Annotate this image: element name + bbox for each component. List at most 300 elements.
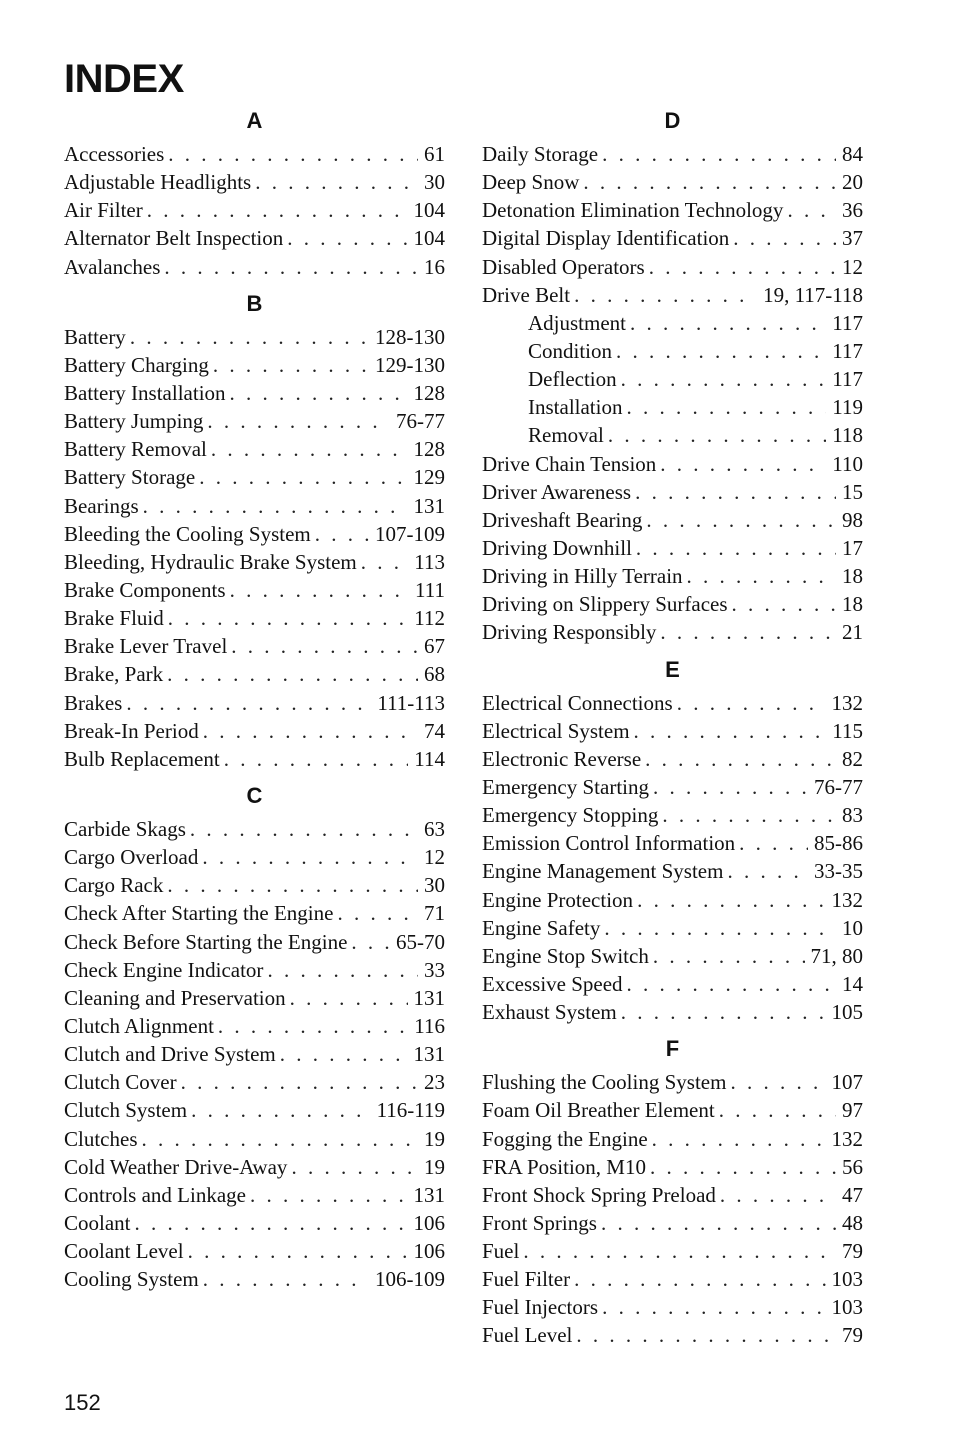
dot-leader bbox=[315, 520, 369, 548]
entry-pages: 76-77 bbox=[396, 409, 445, 434]
entry-term: Detonation Elimination Technology bbox=[482, 198, 784, 223]
dot-leader bbox=[645, 745, 836, 773]
entry-pages: 132 bbox=[831, 1126, 863, 1151]
entry-term: Battery Jumping bbox=[64, 409, 204, 434]
dot-leader bbox=[203, 1265, 369, 1293]
dot-leader bbox=[191, 1096, 370, 1124]
entry-term: Deflection bbox=[528, 367, 617, 392]
entry-term: Deep Snow bbox=[482, 170, 580, 195]
entry-term: Disabled Operators bbox=[482, 254, 645, 279]
entry-pages: 37 bbox=[842, 226, 863, 251]
index-entry bbox=[482, 745, 863, 773]
dot-leader bbox=[135, 1209, 408, 1237]
dot-leader bbox=[211, 435, 408, 463]
dot-leader bbox=[351, 928, 390, 956]
entry-pages: 117 bbox=[832, 367, 863, 392]
entry-term: Front Shock Spring Preload bbox=[482, 1182, 716, 1207]
index-section bbox=[64, 104, 445, 281]
entry-pages: 98 bbox=[842, 507, 863, 532]
entry-term: Engine Safety bbox=[482, 915, 601, 940]
entry-pages: 36 bbox=[842, 198, 863, 223]
entry-term: Clutch and Drive System bbox=[64, 1042, 276, 1067]
entry-term: Driving Responsibly bbox=[482, 620, 657, 645]
dot-leader bbox=[604, 914, 836, 942]
dot-leader bbox=[207, 407, 390, 435]
dot-leader bbox=[626, 393, 826, 421]
dot-leader bbox=[143, 492, 408, 520]
dot-leader bbox=[231, 632, 418, 660]
index-entry bbox=[482, 1293, 863, 1321]
index-entry bbox=[64, 843, 445, 871]
index-entry bbox=[64, 1125, 445, 1153]
entry-pages: 76-77 bbox=[814, 774, 863, 799]
entry-pages: 107 bbox=[831, 1070, 863, 1095]
entry-pages: 106 bbox=[413, 1210, 445, 1235]
dot-leader bbox=[621, 998, 826, 1026]
dot-leader bbox=[660, 450, 826, 478]
dot-leader bbox=[636, 534, 836, 562]
entry-pages: 47 bbox=[842, 1182, 863, 1207]
entry-term: Cargo Rack bbox=[64, 873, 164, 898]
dot-leader bbox=[142, 1125, 419, 1153]
dot-leader bbox=[677, 689, 826, 717]
index-entry bbox=[64, 1209, 445, 1237]
dot-leader bbox=[719, 1096, 836, 1124]
entry-pages: 18 bbox=[842, 592, 863, 617]
dot-leader bbox=[168, 604, 409, 632]
entry-term: Clutch Alignment bbox=[64, 1013, 214, 1038]
entry-pages: 128-130 bbox=[375, 324, 445, 349]
index-subentry bbox=[482, 365, 863, 393]
index-entry bbox=[482, 450, 863, 478]
dot-leader bbox=[167, 871, 418, 899]
dot-leader bbox=[601, 1209, 836, 1237]
entry-pages: 19, 117-118 bbox=[763, 282, 863, 307]
entry-pages: 129-130 bbox=[375, 352, 445, 377]
index-entry bbox=[64, 1012, 445, 1040]
entry-pages: 106 bbox=[413, 1239, 445, 1264]
index-entry bbox=[64, 604, 445, 632]
entry-pages: 30 bbox=[424, 873, 445, 898]
entry-term: Electronic Reverse bbox=[482, 746, 642, 771]
index-section bbox=[64, 779, 445, 1293]
entry-pages: 63 bbox=[424, 816, 445, 841]
entry-pages: 131 bbox=[413, 1042, 445, 1067]
entry-pages: 17 bbox=[842, 535, 863, 560]
dot-leader bbox=[649, 253, 836, 281]
index-entry bbox=[64, 492, 445, 520]
dot-leader bbox=[635, 478, 836, 506]
index-section bbox=[482, 104, 863, 647]
dot-leader bbox=[602, 140, 836, 168]
dot-leader bbox=[583, 168, 836, 196]
entry-term: Battery Installation bbox=[64, 380, 226, 405]
dot-leader bbox=[287, 224, 407, 252]
index-entry bbox=[482, 1237, 863, 1265]
entry-pages: 71 bbox=[424, 901, 445, 926]
section-letter-heading: A bbox=[246, 108, 263, 133]
entry-pages: 115 bbox=[832, 718, 863, 743]
index-entry bbox=[64, 899, 445, 927]
dot-leader bbox=[190, 815, 418, 843]
entry-term: Driving Downhill bbox=[482, 535, 632, 560]
index-section bbox=[482, 1032, 863, 1349]
dot-leader bbox=[167, 660, 418, 688]
entry-term: Check After Starting the Engine bbox=[64, 901, 334, 926]
entry-term: Check Before Starting the Engine bbox=[64, 929, 348, 954]
index-entry bbox=[482, 281, 863, 309]
entry-term: Driving on Slippery Surfaces bbox=[482, 592, 728, 617]
dot-leader bbox=[646, 506, 836, 534]
dot-leader bbox=[739, 829, 808, 857]
entry-term: Driveshaft Bearing bbox=[482, 507, 643, 532]
entry-pages: 114 bbox=[414, 746, 445, 771]
entry-pages: 106-109 bbox=[375, 1267, 445, 1292]
dot-leader bbox=[616, 337, 826, 365]
index-entry bbox=[482, 801, 863, 829]
index-entry bbox=[64, 984, 445, 1012]
entry-pages: 67 bbox=[424, 634, 445, 659]
index-entry bbox=[64, 379, 445, 407]
dot-leader bbox=[164, 253, 418, 281]
entry-pages: 33 bbox=[424, 957, 445, 982]
index-entry bbox=[482, 773, 863, 801]
index-entry bbox=[64, 1181, 445, 1209]
entry-pages: 19 bbox=[424, 1154, 445, 1179]
dot-leader bbox=[634, 717, 827, 745]
index-entry bbox=[64, 351, 445, 379]
index-entry bbox=[64, 871, 445, 899]
dot-leader bbox=[230, 576, 409, 604]
entry-term: Battery Storage bbox=[64, 465, 196, 490]
entry-pages: 19 bbox=[424, 1126, 445, 1151]
entry-term: Alternator Belt Inspection bbox=[64, 226, 284, 251]
entry-term: Fuel Injectors bbox=[482, 1295, 599, 1320]
dot-leader bbox=[337, 899, 418, 927]
index-column-left bbox=[64, 104, 445, 1293]
dot-leader bbox=[630, 309, 826, 337]
entry-pages: 30 bbox=[424, 170, 445, 195]
index-subentry bbox=[482, 393, 863, 421]
index-entry bbox=[64, 1096, 445, 1124]
entry-term: Break-In Period bbox=[64, 718, 199, 743]
index-entry bbox=[482, 914, 863, 942]
entry-term: Cargo Overload bbox=[64, 845, 199, 870]
index-entry bbox=[64, 140, 445, 168]
index-entry bbox=[64, 576, 445, 604]
index-entry bbox=[482, 886, 863, 914]
entry-pages: 61 bbox=[424, 142, 445, 166]
entry-pages: 12 bbox=[842, 254, 863, 279]
dot-leader bbox=[576, 1321, 836, 1349]
entry-pages: 116 bbox=[414, 1013, 445, 1038]
dot-leader bbox=[291, 1153, 418, 1181]
index-entry bbox=[64, 407, 445, 435]
dot-leader bbox=[361, 548, 408, 576]
index-entry bbox=[482, 534, 863, 562]
index-entry bbox=[482, 253, 863, 281]
entry-term: Emergency Stopping bbox=[482, 803, 659, 828]
index-subentry bbox=[482, 421, 863, 449]
dot-leader bbox=[730, 1068, 825, 1096]
entry-term: Adjustable Headlights bbox=[64, 170, 252, 195]
dot-leader bbox=[188, 1237, 408, 1265]
entry-term: Bearings bbox=[64, 493, 139, 518]
index-entry bbox=[482, 1096, 863, 1124]
dot-leader bbox=[130, 323, 369, 351]
entry-term: Brake Fluid bbox=[64, 606, 164, 631]
dot-leader bbox=[255, 168, 418, 196]
index-entry bbox=[482, 857, 863, 885]
entry-term: Daily Storage bbox=[482, 142, 599, 166]
entry-term: Flushing the Cooling System bbox=[482, 1070, 727, 1095]
index-entry bbox=[64, 660, 445, 688]
entry-pages: 71, 80 bbox=[810, 943, 863, 968]
entry-pages: 132 bbox=[831, 690, 863, 715]
dot-leader bbox=[230, 379, 408, 407]
entry-term: Fuel Filter bbox=[482, 1267, 571, 1292]
entry-term: Brake Lever Travel bbox=[64, 634, 228, 659]
index-entry bbox=[64, 1040, 445, 1068]
entry-pages: 12 bbox=[424, 845, 445, 870]
dot-leader bbox=[727, 857, 808, 885]
entry-term: Driving in Hilly Terrain bbox=[482, 564, 683, 589]
entry-term: Electrical Connections bbox=[482, 690, 673, 715]
entry-term: Battery bbox=[64, 324, 126, 349]
dot-leader bbox=[218, 1012, 408, 1040]
entry-pages: 110 bbox=[832, 451, 863, 476]
entry-term: Clutches bbox=[64, 1126, 138, 1151]
index-entry bbox=[64, 632, 445, 660]
index-entry bbox=[64, 956, 445, 984]
section-letter-heading: B bbox=[246, 290, 263, 316]
dot-leader bbox=[637, 886, 825, 914]
index-entry bbox=[482, 590, 863, 618]
index-entry bbox=[64, 168, 445, 196]
entry-pages: 85-86 bbox=[814, 831, 863, 856]
entry-pages: 79 bbox=[842, 1323, 863, 1348]
dot-leader bbox=[621, 365, 827, 393]
entry-term: Bleeding, Hydraulic Brake System bbox=[64, 549, 357, 574]
dot-leader bbox=[687, 562, 836, 590]
dot-leader bbox=[732, 590, 836, 618]
entry-pages: 131 bbox=[413, 985, 445, 1010]
dot-leader bbox=[720, 1181, 836, 1209]
entry-term: Digital Display Identification bbox=[482, 226, 730, 251]
index-entry bbox=[64, 717, 445, 745]
index-entry bbox=[482, 717, 863, 745]
entry-term: Emission Control Information bbox=[482, 831, 736, 856]
entry-pages: 83 bbox=[842, 803, 863, 828]
entry-term: Installation bbox=[528, 395, 623, 420]
entry-term: Brake Components bbox=[64, 577, 226, 602]
entry-term: Avalanches bbox=[64, 254, 161, 279]
dot-leader bbox=[662, 801, 836, 829]
dot-leader bbox=[608, 421, 826, 449]
entry-term: Carbide Skags bbox=[64, 816, 186, 841]
dot-leader bbox=[733, 224, 836, 252]
entry-pages: 56 bbox=[842, 1154, 863, 1179]
entry-term: Coolant bbox=[64, 1210, 131, 1235]
entry-term: Front Springs bbox=[482, 1210, 597, 1235]
entry-term: Cold Weather Drive-Away bbox=[64, 1154, 288, 1179]
section-letter-heading: F bbox=[665, 1036, 680, 1062]
entry-pages: 117 bbox=[832, 310, 863, 335]
entry-pages: 15 bbox=[842, 479, 863, 504]
entry-term: Bulb Replacement bbox=[64, 746, 220, 771]
entry-pages: 103 bbox=[831, 1295, 863, 1320]
entry-pages: 21 bbox=[842, 620, 863, 645]
entry-pages: 128 bbox=[413, 380, 445, 405]
page-title: INDEX bbox=[64, 57, 184, 101]
entry-pages: 119 bbox=[832, 395, 863, 420]
index-entry bbox=[482, 1153, 863, 1181]
dot-leader bbox=[267, 956, 418, 984]
dot-leader bbox=[660, 618, 836, 646]
index-entry bbox=[482, 1265, 863, 1293]
page-number: 152 bbox=[64, 1390, 101, 1415]
section-letter-heading: E bbox=[665, 656, 680, 682]
entry-term: Fuel bbox=[482, 1239, 520, 1264]
entry-pages: 129 bbox=[413, 465, 445, 490]
index-column-right bbox=[482, 104, 863, 1350]
dot-leader bbox=[574, 281, 757, 309]
index-entry bbox=[482, 506, 863, 534]
dot-leader bbox=[627, 970, 836, 998]
entry-term: Cleaning and Preservation bbox=[64, 985, 286, 1010]
index-entry bbox=[64, 1068, 445, 1096]
index-entry bbox=[64, 435, 445, 463]
entry-term: Emergency Starting bbox=[482, 774, 649, 799]
dot-leader bbox=[181, 1068, 418, 1096]
dot-leader bbox=[602, 1293, 825, 1321]
entry-pages: 14 bbox=[842, 971, 863, 996]
entry-pages: 105 bbox=[831, 1000, 863, 1025]
dot-leader bbox=[652, 1125, 826, 1153]
index-entry bbox=[64, 463, 445, 491]
index-entry bbox=[64, 745, 445, 773]
dot-leader bbox=[202, 843, 418, 871]
entry-term: Excessive Speed bbox=[482, 971, 623, 996]
entry-pages: 132 bbox=[831, 887, 863, 912]
index-entry bbox=[482, 1209, 863, 1237]
entry-pages: 111-113 bbox=[377, 690, 445, 715]
entry-pages: 84 bbox=[842, 142, 863, 166]
index-entry bbox=[482, 224, 863, 252]
entry-term: Accessories bbox=[64, 142, 165, 166]
entry-term: Check Engine Indicator bbox=[64, 957, 264, 982]
entry-pages: 128 bbox=[413, 437, 445, 462]
index-entry bbox=[482, 618, 863, 646]
index-subentry bbox=[482, 337, 863, 365]
entry-term: Fogging the Engine bbox=[482, 1126, 648, 1151]
index-entry bbox=[482, 829, 863, 857]
entry-term: Fuel Level bbox=[482, 1323, 573, 1348]
entry-pages: 113 bbox=[414, 549, 445, 574]
entry-pages: 131 bbox=[413, 493, 445, 518]
entry-term: Engine Protection bbox=[482, 887, 634, 912]
dot-leader bbox=[653, 773, 808, 801]
entry-pages: 97 bbox=[842, 1098, 863, 1123]
dot-leader bbox=[574, 1265, 825, 1293]
entry-term: Removal bbox=[528, 423, 604, 448]
entry-pages: 131 bbox=[413, 1182, 445, 1207]
index-entry bbox=[64, 520, 445, 548]
dot-leader bbox=[203, 717, 418, 745]
dot-leader bbox=[250, 1181, 408, 1209]
index-entry bbox=[482, 970, 863, 998]
index-entry bbox=[64, 224, 445, 252]
index-entry bbox=[482, 168, 863, 196]
index-entry bbox=[482, 562, 863, 590]
entry-pages: 112 bbox=[414, 606, 445, 631]
dot-leader bbox=[290, 984, 408, 1012]
entry-term: Condition bbox=[528, 338, 613, 363]
entry-pages: 79 bbox=[842, 1239, 863, 1264]
index-entry bbox=[64, 928, 445, 956]
entry-term: Bleeding the Cooling System bbox=[64, 521, 311, 546]
entry-term: Driver Awareness bbox=[482, 479, 632, 504]
dot-leader bbox=[126, 689, 371, 717]
entry-term: Clutch Cover bbox=[64, 1070, 177, 1095]
entry-term: Battery Removal bbox=[64, 437, 207, 462]
index-entry bbox=[482, 689, 863, 717]
entry-pages: 16 bbox=[424, 254, 445, 279]
entry-term: Drive Chain Tension bbox=[482, 451, 657, 476]
entry-pages: 104 bbox=[413, 198, 445, 223]
entry-term: Foam Oil Breather Element bbox=[482, 1098, 715, 1123]
index-entry bbox=[482, 140, 863, 168]
index-entry bbox=[64, 196, 445, 224]
entry-term: Coolant Level bbox=[64, 1239, 184, 1264]
index-entry bbox=[482, 998, 863, 1026]
entry-term: Controls and Linkage bbox=[64, 1182, 246, 1207]
entry-term: FRA Position, M10 bbox=[482, 1154, 646, 1179]
entry-term: Clutch System bbox=[64, 1098, 188, 1123]
dot-leader bbox=[199, 463, 407, 491]
section-letter-heading: D bbox=[664, 108, 681, 133]
entry-pages: 33-35 bbox=[814, 859, 863, 884]
index-section bbox=[482, 653, 863, 1027]
index-entry bbox=[64, 815, 445, 843]
entry-term: Exhaust System bbox=[482, 1000, 617, 1025]
entry-pages: 82 bbox=[842, 746, 863, 771]
entry-pages: 20 bbox=[842, 170, 863, 195]
entry-pages: 117 bbox=[832, 338, 863, 363]
entry-term: Electrical System bbox=[482, 718, 630, 743]
index-entry bbox=[482, 942, 863, 970]
entry-pages: 68 bbox=[424, 662, 445, 687]
dot-leader bbox=[787, 196, 836, 224]
entry-term: Brakes bbox=[64, 690, 123, 715]
entry-term: Brake, Park bbox=[64, 662, 164, 687]
index-entry bbox=[482, 1321, 863, 1349]
section-letter-heading: C bbox=[246, 782, 263, 808]
entry-term: Engine Management System bbox=[482, 859, 724, 884]
index-entry bbox=[64, 253, 445, 281]
index-entry bbox=[64, 689, 445, 717]
entry-pages: 118 bbox=[832, 423, 863, 448]
entry-pages: 18 bbox=[842, 564, 863, 589]
index-entry bbox=[64, 548, 445, 576]
dot-leader bbox=[653, 942, 805, 970]
index-section bbox=[64, 287, 445, 773]
dot-leader bbox=[213, 351, 369, 379]
index-entry bbox=[64, 323, 445, 351]
index-entry bbox=[482, 478, 863, 506]
index-entry bbox=[482, 196, 863, 224]
entry-pages: 104 bbox=[413, 226, 445, 251]
